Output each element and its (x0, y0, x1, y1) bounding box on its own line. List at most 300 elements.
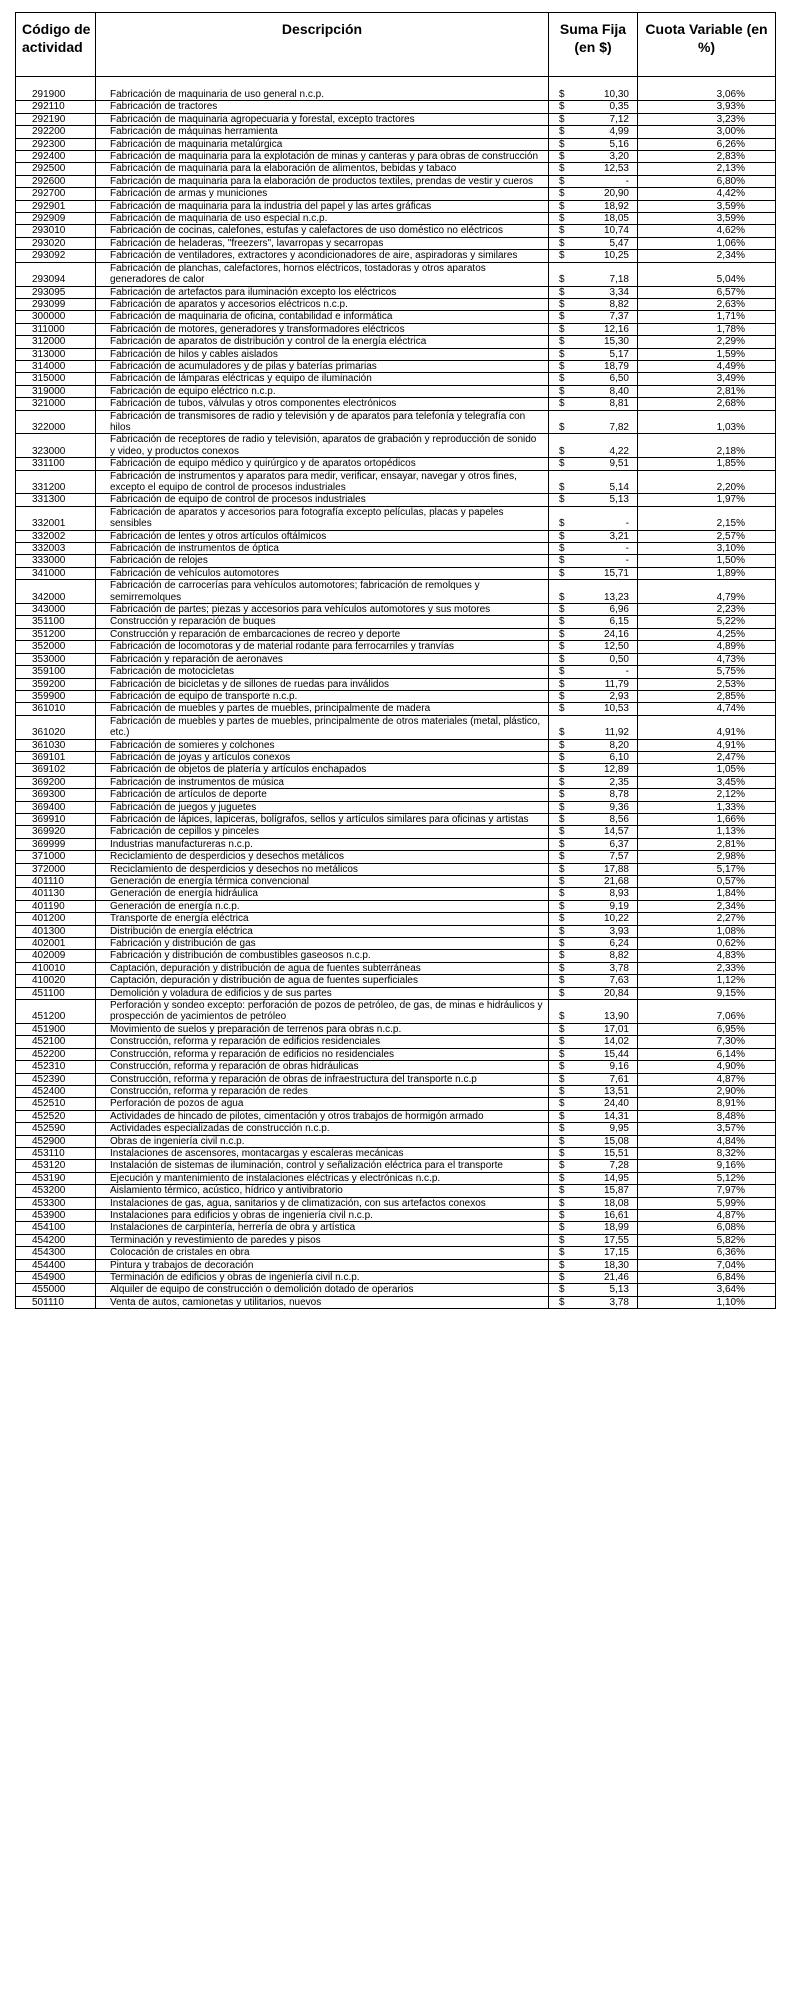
suma-fija-cell (549, 89, 638, 101)
activity-description: Fabricación de planchas, calefactores, hornos eléctricos, tostadoras y otros aparatos generadores de calor (96, 262, 549, 286)
table-row (16, 1272, 776, 1284)
activity-code: 454100 (16, 1222, 96, 1234)
table-row (16, 925, 776, 937)
activity-code: 292600 (16, 175, 96, 187)
suma-fija-cell (549, 348, 638, 360)
activity-code: 352000 (16, 641, 96, 653)
suma-fija-cell (549, 1048, 638, 1060)
suma-fija-value: 15,87 (603, 1185, 629, 1197)
activity-code: 292901 (16, 200, 96, 212)
activity-description: Fabricación de lápices, lapiceras, bolígrafos, sellos y artículos similares para oficinas y artistas (96, 813, 549, 825)
suma-fija-cell (549, 1247, 638, 1259)
activity-description: Fabricación de bicicletas y de sillones de ruedas para inválidos (96, 678, 549, 690)
suma-fija-cell (549, 385, 638, 397)
cuota-variable-value: 7,97% (638, 1185, 776, 1197)
suma-fija-cell (549, 789, 638, 801)
cuota-variable-value: 3,59% (638, 213, 776, 225)
cuota-variable-value: 3,00% (638, 126, 776, 138)
suma-fija-value: 12,50 (603, 641, 629, 653)
cuota-variable-value: 8,91% (638, 1098, 776, 1110)
activity-description: Terminación y revestimiento de paredes y pisos (96, 1234, 549, 1246)
currency-symbol: $ (559, 298, 565, 310)
activity-code: 401130 (16, 888, 96, 900)
suma-fija-value: 2,35 (609, 776, 629, 788)
currency-symbol: $ (559, 900, 565, 912)
suma-fija-value: - (625, 555, 629, 567)
suma-fija-value: 10,74 (603, 225, 629, 237)
activity-description: Fabricación de ventiladores, extractores y acondicionadores de aire, aspiradoras y similares (96, 250, 549, 262)
table-row (16, 188, 776, 200)
suma-fija-cell (549, 262, 638, 286)
activity-code: 332001 (16, 506, 96, 530)
table-row (16, 385, 776, 397)
currency-symbol: $ (559, 1259, 565, 1271)
suma-fija-cell (549, 653, 638, 665)
suma-fija-cell (549, 838, 638, 850)
activity-description: Instalaciones para edificios y obras de ingeniería civil n.c.p. (96, 1209, 549, 1221)
activity-description: Fabricación de relojes (96, 555, 549, 567)
currency-symbol: $ (559, 89, 565, 100)
currency-symbol: $ (559, 975, 565, 987)
activity-code: 452510 (16, 1098, 96, 1110)
suma-fija-value: 3,20 (609, 151, 629, 163)
cuota-variable-value: 7,04% (638, 1259, 776, 1271)
suma-fija-value: 4,22 (609, 445, 629, 457)
activity-description: Fabricación de maquinaria agropecuaria y forestal, excepto tractores (96, 113, 549, 125)
table-row (16, 89, 776, 101)
table-row (16, 641, 776, 653)
cuota-variable-value: 2,29% (638, 336, 776, 348)
currency-symbol: $ (559, 336, 565, 348)
activity-code: 451100 (16, 987, 96, 999)
table-row (16, 863, 776, 875)
activity-code: 361030 (16, 739, 96, 751)
activity-description: Fabricación de hilos y cables aislados (96, 348, 549, 360)
activity-description: Instalaciones de gas, agua, sanitarios y de climatización, con sus artefactos conexos (96, 1197, 549, 1209)
suma-fija-value: 6,10 (609, 751, 629, 763)
activity-description: Fabricación de muebles y partes de muebles, principalmente de otros materiales (metal, plástico, etc.) (96, 715, 549, 739)
currency-symbol: $ (559, 925, 565, 937)
activity-code: 292700 (16, 188, 96, 200)
suma-fija-cell (549, 113, 638, 125)
activity-code: 454200 (16, 1234, 96, 1246)
suma-fija-value: 14,02 (603, 1036, 629, 1048)
activity-description: Reciclamiento de desperdicios y desechos no metálicos (96, 863, 549, 875)
currency-symbol: $ (559, 1098, 565, 1110)
suma-fija-value: 15,51 (603, 1147, 629, 1159)
suma-fija-value: 12,16 (603, 323, 629, 335)
activity-description: Perforación de pozos de agua (96, 1098, 549, 1110)
currency-symbol: $ (559, 789, 565, 801)
cuota-variable-value: 5,82% (638, 1234, 776, 1246)
suma-fija-cell (549, 250, 638, 262)
suma-fija-value: 11,92 (604, 727, 629, 739)
currency-symbol: $ (559, 494, 565, 506)
cuota-variable-value: 4,73% (638, 653, 776, 665)
currency-symbol: $ (559, 163, 565, 175)
activity-code: 300000 (16, 311, 96, 323)
table-row (16, 1172, 776, 1184)
activity-description: Construcción, reforma y reparación de redes (96, 1085, 549, 1097)
suma-fija-cell (549, 200, 638, 212)
cuota-variable-value: 7,06% (638, 1000, 776, 1024)
activity-description: Obras de ingeniería civil n.c.p. (96, 1135, 549, 1147)
suma-fija-value: 9,95 (609, 1123, 629, 1135)
suma-fija-value: 8,82 (609, 950, 629, 962)
suma-fija-value: 6,15 (609, 616, 629, 628)
currency-symbol: $ (559, 373, 565, 385)
table-row (16, 1023, 776, 1035)
table-row (16, 678, 776, 690)
suma-fija-cell (549, 555, 638, 567)
activity-description: Pintura y trabajos de decoración (96, 1259, 549, 1271)
activity-code: 293010 (16, 225, 96, 237)
table-row (16, 175, 776, 187)
cuota-variable-value: 6,57% (638, 286, 776, 298)
activity-code: 361010 (16, 703, 96, 715)
activity-description: Fabricación de armas y municiones (96, 188, 549, 200)
suma-fija-value: 24,40 (603, 1098, 629, 1110)
cuota-variable-value: 3,93% (638, 101, 776, 113)
currency-symbol: $ (559, 1234, 565, 1246)
activity-code: 371000 (16, 851, 96, 863)
activity-description: Instalaciones de carpintería, herrería de obra y artística (96, 1222, 549, 1234)
table-row (16, 262, 776, 286)
table-row (16, 1110, 776, 1122)
activity-description: Demolición y voladura de edificios y de sus partes (96, 987, 549, 999)
activity-description: Fabricación de somieres y colchones (96, 739, 549, 751)
table-header-row (16, 13, 776, 77)
cuota-variable-value: 1,05% (638, 764, 776, 776)
cuota-variable-value: 4,49% (638, 360, 776, 372)
cuota-variable-value: 3,45% (638, 776, 776, 788)
activity-description: Fabricación de aparatos de distribución y control de la energía eléctrica (96, 336, 549, 348)
activity-code: 451200 (16, 1000, 96, 1024)
suma-fija-value: 10,30 (603, 89, 629, 100)
suma-fija-cell (549, 1061, 638, 1073)
cuota-variable-value: 4,25% (638, 628, 776, 640)
cuota-variable-value: 4,89% (638, 641, 776, 653)
activity-code: 314000 (16, 360, 96, 372)
suma-fija-value: 3,93 (609, 925, 629, 937)
table-row (16, 1185, 776, 1197)
suma-fija-cell (549, 863, 638, 875)
suma-fija-cell (549, 1036, 638, 1048)
table-row (16, 323, 776, 335)
currency-symbol: $ (559, 1036, 565, 1048)
currency-symbol: $ (559, 126, 565, 138)
table-row (16, 764, 776, 776)
activity-code: 372000 (16, 863, 96, 875)
suma-fija-cell (549, 715, 638, 739)
activity-code: 401110 (16, 876, 96, 888)
suma-fija-cell (549, 398, 638, 410)
cuota-variable-value: 2,27% (638, 913, 776, 925)
currency-symbol: $ (559, 653, 565, 665)
table-row (16, 286, 776, 298)
cuota-variable-value: 1,33% (638, 801, 776, 813)
activity-code: 401190 (16, 900, 96, 912)
activity-code: 353000 (16, 653, 96, 665)
table-row (16, 434, 776, 458)
activity-description: Fabricación de equipo médico y quirúrgico y de aparatos ortopédicos (96, 458, 549, 470)
activity-description: Fabricación de motocicletas (96, 666, 549, 678)
cuota-variable-value: 2,68% (638, 398, 776, 410)
activity-code: 451900 (16, 1023, 96, 1035)
table-row (16, 666, 776, 678)
currency-symbol: $ (559, 1048, 565, 1060)
activity-description: Fabricación de cocinas, calefones, estufas y calefactores de uso doméstico no eléctricos (96, 225, 549, 237)
suma-fija-value: 3,78 (609, 962, 629, 974)
activity-description: Fabricación de motores, generadores y transformadores eléctricos (96, 323, 549, 335)
activity-code: 401300 (16, 925, 96, 937)
currency-symbol: $ (559, 311, 565, 323)
currency-symbol: $ (559, 604, 565, 616)
suma-fija-value: 9,19 (609, 900, 629, 912)
currency-symbol: $ (559, 838, 565, 850)
activity-description: Fabricación de carrocerías para vehículos automotores; fabricación de remolques y semirremolques (96, 580, 549, 604)
suma-fija-cell (549, 1222, 638, 1234)
currency-symbol: $ (559, 950, 565, 962)
suma-fija-cell (549, 1296, 638, 1308)
suma-fija-value: 18,30 (603, 1259, 629, 1271)
suma-fija-value: 10,22 (603, 913, 629, 925)
cuota-variable-value: 3,10% (638, 543, 776, 555)
activity-description: Fabricación de transmisores de radio y televisión y de aparatos para telefonía y telegrafía con hilos (96, 410, 549, 434)
currency-symbol: $ (559, 385, 565, 397)
activity-code: 311000 (16, 323, 96, 335)
currency-symbol: $ (559, 1160, 565, 1172)
table-row (16, 237, 776, 249)
cuota-variable-value: 6,26% (638, 138, 776, 150)
suma-fija-cell (549, 801, 638, 813)
suma-fija-cell (549, 913, 638, 925)
suma-fija-cell (549, 101, 638, 113)
activity-code: 410010 (16, 962, 96, 974)
document-page (15, 12, 775, 1309)
activity-description: Fabricación de instrumentos de óptica (96, 543, 549, 555)
suma-fija-cell (549, 1172, 638, 1184)
table-row (16, 1259, 776, 1271)
activity-code: 331300 (16, 494, 96, 506)
table-row (16, 1036, 776, 1048)
table-row (16, 494, 776, 506)
cuota-variable-value: 5,17% (638, 863, 776, 875)
cuota-variable-value: 6,95% (638, 1023, 776, 1035)
activity-code: 333000 (16, 555, 96, 567)
currency-symbol: $ (559, 543, 565, 555)
suma-fija-value: 18,79 (603, 360, 629, 372)
suma-fija-cell (549, 678, 638, 690)
currency-symbol: $ (559, 101, 565, 113)
suma-fija-cell (549, 126, 638, 138)
cuota-variable-value: 4,62% (638, 225, 776, 237)
activity-code: 359100 (16, 666, 96, 678)
suma-fija-value: 3,78 (609, 1296, 629, 1308)
activity-description: Construcción, reforma y reparación de edificios residenciales (96, 1036, 549, 1048)
suma-fija-value: - (625, 518, 629, 530)
activity-description: Fabricación de maquinaria para la elaboración de productos textiles, prendas de vestir y cueros (96, 175, 549, 187)
activity-description: Fabricación de maquinaria de oficina, contabilidad e informática (96, 311, 549, 323)
suma-fija-cell (549, 1272, 638, 1284)
currency-symbol: $ (559, 1197, 565, 1209)
suma-fija-value: 10,25 (603, 250, 629, 262)
activity-description: Industrias manufactureras n.c.p. (96, 838, 549, 850)
activity-code: 454900 (16, 1272, 96, 1284)
activity-code: 292400 (16, 151, 96, 163)
suma-fija-cell (549, 1085, 638, 1097)
table-row (16, 913, 776, 925)
activity-description: Generación de energía térmica convencional (96, 876, 549, 888)
activity-code: 293092 (16, 250, 96, 262)
table-row (16, 690, 776, 702)
currency-symbol: $ (559, 813, 565, 825)
cuota-variable-value: 2,85% (638, 690, 776, 702)
currency-symbol: $ (559, 518, 565, 530)
cuota-variable-value: 4,91% (638, 739, 776, 751)
table-row (16, 458, 776, 470)
activity-code: 369920 (16, 826, 96, 838)
activity-description: Fabricación de aparatos y accesorios eléctricos n.c.p. (96, 298, 549, 310)
currency-symbol: $ (559, 1296, 565, 1308)
table-row (16, 138, 776, 150)
table-row (16, 1247, 776, 1259)
table-row (16, 250, 776, 262)
suma-fija-cell (549, 530, 638, 542)
currency-symbol: $ (559, 1073, 565, 1085)
currency-symbol: $ (559, 398, 565, 410)
suma-fija-cell (549, 1073, 638, 1085)
activity-description: Construcción, reforma y reparación de obras de infraestructura del transporte n.c.p (96, 1073, 549, 1085)
activity-code: 332003 (16, 543, 96, 555)
cuota-variable-value: 1,89% (638, 567, 776, 579)
activity-code: 351100 (16, 616, 96, 628)
suma-fija-cell (549, 851, 638, 863)
suma-fija-value: 14,95 (603, 1172, 629, 1184)
table-row (16, 1000, 776, 1024)
activity-code: 331100 (16, 458, 96, 470)
currency-symbol: $ (559, 1123, 565, 1135)
activity-code: 293099 (16, 298, 96, 310)
cuota-variable-value: 3,57% (638, 1123, 776, 1135)
suma-fija-cell (549, 163, 638, 175)
table-row (16, 653, 776, 665)
cuota-variable-value: 2,83% (638, 151, 776, 163)
suma-fija-cell (549, 1123, 638, 1135)
table-row (16, 348, 776, 360)
suma-fija-cell (549, 543, 638, 555)
activity-description: Fabricación de instrumentos y aparatos para medir, verificar, ensayar, navegar y otros fines, excepto el equipo de control de procesos industriales (96, 470, 549, 494)
suma-fija-value: 13,90 (603, 1011, 629, 1023)
activity-code: 454300 (16, 1247, 96, 1259)
suma-fija-cell (549, 1160, 638, 1172)
activity-description: Fabricación de máquinas herramienta (96, 126, 549, 138)
suma-fija-cell (549, 604, 638, 616)
table-row (16, 888, 776, 900)
cuota-variable-value: 2,20% (638, 470, 776, 494)
currency-symbol: $ (559, 138, 565, 150)
activity-code: 454400 (16, 1259, 96, 1271)
suma-fija-cell (549, 776, 638, 788)
suma-fija-value: 15,30 (603, 336, 629, 348)
suma-fija-cell (549, 175, 638, 187)
table-row (16, 530, 776, 542)
activity-code: 452900 (16, 1135, 96, 1147)
suma-fija-cell (549, 458, 638, 470)
activity-description: Movimiento de suelos y preparación de terrenos para obras n.c.p. (96, 1023, 549, 1035)
table-row (16, 1197, 776, 1209)
cuota-variable-value: 2,63% (638, 298, 776, 310)
activity-code: 401200 (16, 913, 96, 925)
cuota-variable-value: 5,04% (638, 262, 776, 286)
header-suma-fija: Suma Fija (en $) (549, 13, 638, 77)
activity-code: 292190 (16, 113, 96, 125)
table-row (16, 987, 776, 999)
suma-fija-value: 21,68 (603, 876, 629, 887)
currency-symbol: $ (559, 764, 565, 776)
cuota-variable-value: 2,53% (638, 678, 776, 690)
suma-fija-cell (549, 434, 638, 458)
table-row (16, 1160, 776, 1172)
activity-description: Actividades de hincado de pilotes, cimentación y otros trabajos de hormigón armado (96, 1110, 549, 1122)
suma-fija-cell (549, 628, 638, 640)
currency-symbol: $ (559, 213, 565, 225)
suma-fija-value: 2,93 (609, 690, 629, 702)
table-row (16, 580, 776, 604)
activity-description: Fabricación de tubos, válvulas y otros componentes electrónicos (96, 398, 549, 410)
suma-fija-value: 7,57 (609, 851, 629, 863)
activity-description: Fabricación de maquinaria metalúrgica (96, 138, 549, 150)
cuota-variable-value: 1,08% (638, 925, 776, 937)
currency-symbol: $ (559, 801, 565, 813)
currency-symbol: $ (559, 962, 565, 974)
suma-fija-value: 5,13 (609, 1284, 629, 1296)
activity-code: 361020 (16, 715, 96, 739)
currency-symbol: $ (559, 458, 565, 470)
table-row (16, 813, 776, 825)
cuota-variable-value: 4,42% (638, 188, 776, 200)
activity-description: Terminación de edificios y obras de ingeniería civil n.c.p. (96, 1272, 549, 1284)
suma-fija-cell (549, 888, 638, 900)
cuota-variable-value: 0,57% (638, 876, 776, 888)
activity-description: Reciclamiento de desperdicios y desechos metálicos (96, 851, 549, 863)
currency-symbol: $ (559, 751, 565, 763)
suma-fija-cell (549, 1209, 638, 1221)
activity-description: Colocación de cristales en obra (96, 1247, 549, 1259)
suma-fija-cell (549, 1000, 638, 1024)
suma-fija-cell (549, 950, 638, 962)
table-row (16, 398, 776, 410)
table-row (16, 410, 776, 434)
cuota-variable-value: 6,80% (638, 175, 776, 187)
suma-fija-cell (549, 641, 638, 653)
cuota-variable-value: 5,12% (638, 1172, 776, 1184)
cuota-variable-value: 5,99% (638, 1197, 776, 1209)
suma-fija-value: 17,15 (603, 1247, 629, 1259)
activity-code: 312000 (16, 336, 96, 348)
activity-code: 402001 (16, 938, 96, 950)
suma-fija-value: - (625, 175, 629, 187)
suma-fija-value: 7,63 (609, 975, 629, 987)
activity-code: 319000 (16, 385, 96, 397)
activity-description: Construcción y reparación de buques (96, 616, 549, 628)
cuota-variable-value: 8,32% (638, 1147, 776, 1159)
suma-fija-value: 0,35 (609, 101, 629, 113)
table-row (16, 151, 776, 163)
activity-description: Fabricación y reparación de aeronaves (96, 653, 549, 665)
currency-symbol: $ (559, 1185, 565, 1197)
suma-fija-cell (549, 188, 638, 200)
